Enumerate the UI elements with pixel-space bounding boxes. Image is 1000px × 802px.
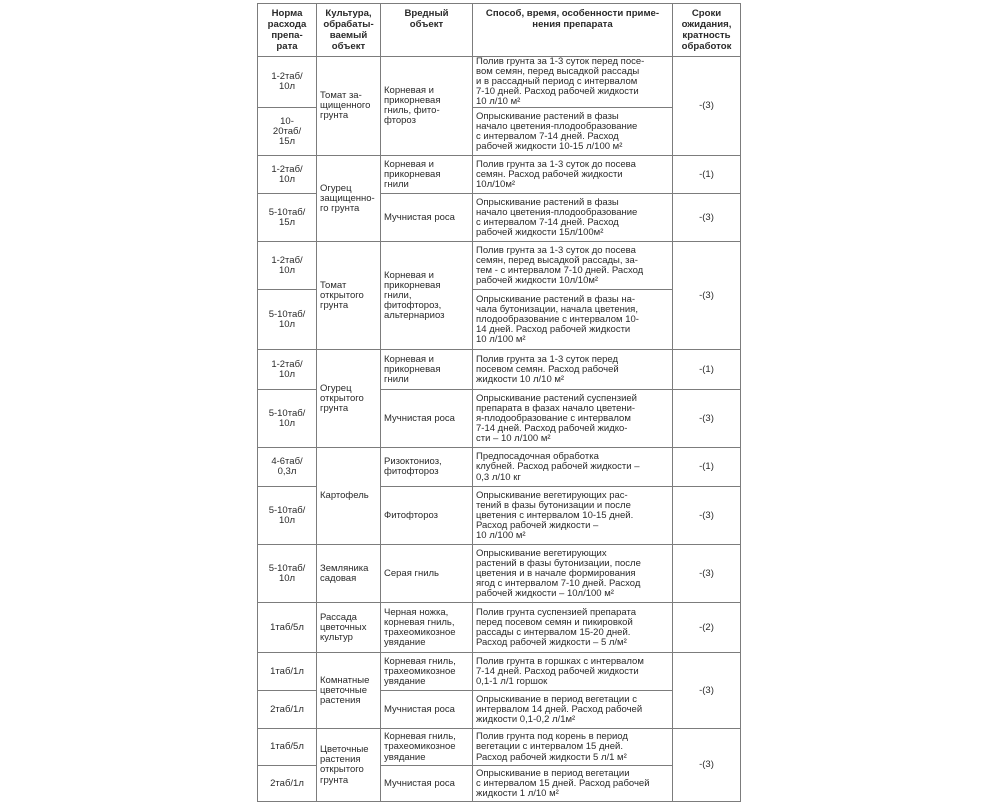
table-row — [258, 448, 741, 487]
term-cell: -(3) — [673, 653, 741, 729]
rate-cell: 1-2таб/ 10л — [258, 156, 317, 194]
method-cell: Опрыскивание растений в фазы начало цветения-плодообразование с интервалом 7-14 дней. Расход рабочей жидкости 15л/100м² — [473, 194, 673, 242]
rate-cell: 2таб/1л — [258, 691, 317, 729]
term-cell: -(1) — [673, 448, 741, 487]
method-cell: Опрыскивание растений суспензией препарата в фазах начало цветени- я-плодообразование с интервалом 7-14 дней. Расход рабочей жидко- сти – 10 л/100 м² — [473, 390, 673, 448]
rate-cell: 1-2таб/ 10л — [258, 242, 317, 290]
pest-cell: Корневая и прикорневая гнили, фитофтороз, альтернариоз — [381, 242, 473, 350]
pest-cell: Ризоктониоз, фитофтороз — [381, 448, 473, 487]
method-cell: Опрыскивание растений в фазы на- чала бутонизации, начала цветения, плодообразование с интервалом 10- 14 дней. Расход рабочей жидкости 10 л/100 м² — [473, 290, 673, 350]
header-crop: Культура, обрабаты- ваемый объект — [317, 4, 381, 57]
table-row — [258, 57, 741, 108]
crop-cell: Огурец защищенно- го грунта — [317, 156, 381, 242]
method-cell: Опрыскивание в период вегетации с интервалом 14 дней. Расход рабочей жидкости 0,1-0,2 л/1м² — [473, 691, 673, 729]
table-row — [258, 545, 741, 603]
term-cell: -(1) — [673, 156, 741, 194]
method-cell: Опрыскивание вегетирующих рас- тений в фазы бутонизации и после цветения с интервалом 10-15 дней. Расход рабочей жидкости – 10 л/100 м² — [473, 487, 673, 545]
pest-cell: Мучнистая роса — [381, 766, 473, 802]
rate-cell: 10- 20таб/ 15л — [258, 108, 317, 156]
rate-cell: 2таб/1л — [258, 766, 317, 802]
header-rate: Норма расхода препа- рата — [258, 4, 317, 57]
term-cell: -(3) — [673, 729, 741, 802]
pest-cell: Черная ножка, корневая гниль, трахеомикозное увядание — [381, 603, 473, 653]
method-cell: Полив грунта за 1-3 суток до посева семян, перед высадкой рассады, за- тем - с интервалом 7-10 дней. Расход рабочей жидкости 10л/10м² — [473, 242, 673, 290]
crop-cell: Картофель — [317, 448, 381, 545]
rate-cell: 5-10таб/ 15л — [258, 194, 317, 242]
term-cell: -(3) — [673, 242, 741, 350]
term-cell: -(3) — [673, 57, 741, 156]
method-cell: Полив грунта за 1-3 суток перед посе- вом семян, перед высадкой рассады и в рассадный период с интервалом 7-10 дней. Расход рабочей жидкости 10 л/10 м² — [473, 57, 673, 108]
crop-cell: Томат за- щищенного грунта — [317, 57, 381, 156]
method-cell: Предпосадочная обработка клубней. Расход рабочей жидкости – 0,3 л/10 кг — [473, 448, 673, 487]
term-cell: -(2) — [673, 603, 741, 653]
method-cell: Полив грунта за 1-3 суток до посева семян. Расход рабочей жидкости 10л/10м² — [473, 156, 673, 194]
method-cell: Полив грунта за 1-3 суток перед посевом семян. Расход рабочей жидкости 10 л/10 м² — [473, 350, 673, 390]
rate-cell: 1таб/5л — [258, 729, 317, 766]
method-cell: Полив грунта под корень в период вегетации с интервалом 15 дней. Расход рабочей жидкости 5 л/1 м² — [473, 729, 673, 766]
term-cell: -(3) — [673, 545, 741, 603]
pest-cell: Мучнистая роса — [381, 390, 473, 448]
pest-cell: Мучнистая роса — [381, 691, 473, 729]
rate-cell: 1таб/5л — [258, 603, 317, 653]
term-cell: -(3) — [673, 487, 741, 545]
method-cell: Полив грунта в горшках с интервалом 7-14 дней. Расход рабочей жидкости 0,1-1 л/1 горшок — [473, 653, 673, 691]
pest-cell: Мучнистая роса — [381, 194, 473, 242]
header-pest: Вредный объект — [381, 4, 473, 57]
term-cell: -(1) — [673, 350, 741, 390]
table-row — [258, 156, 741, 194]
rate-cell: 1таб/1л — [258, 653, 317, 691]
rate-cell: 1-2таб/ 10л — [258, 57, 317, 108]
term-cell: -(3) — [673, 390, 741, 448]
table-row — [258, 242, 741, 290]
crop-cell: Томат открытого грунта — [317, 242, 381, 350]
rate-cell: 4-6таб/ 0,3л — [258, 448, 317, 487]
pest-cell: Корневая и прикорневая гнили — [381, 156, 473, 194]
method-cell: Полив грунта суспензией препарата перед посевом семян и пикировкой рассады с интервалом 15-20 дней. Расход рабочей жидкости – 5 л/м² — [473, 603, 673, 653]
table-row — [258, 350, 741, 390]
table-row — [258, 603, 741, 653]
pest-cell: Корневая и прикорневая гнили — [381, 350, 473, 390]
method-cell: Опрыскивание растений в фазы начало цветения-плодообразование с интервалом 7-14 дней. Расход рабочей жидкости 10-15 л/100 м² — [473, 108, 673, 156]
pest-cell: Корневая и прикорневая гниль, фито- фтороз — [381, 57, 473, 156]
crop-cell: Цветочные растения открытого грунта — [317, 729, 381, 802]
fungicide-application-table — [257, 3, 741, 802]
table-header-row — [258, 4, 741, 57]
header-term: Сроки ожидания, кратность обработок — [673, 4, 741, 57]
rate-cell: 5-10таб/ 10л — [258, 487, 317, 545]
rate-cell: 5-10таб/ 10л — [258, 545, 317, 603]
pest-cell: Фитофтороз — [381, 487, 473, 545]
table-row — [258, 729, 741, 766]
header-method: Способ, время, особенности приме- нения препарата — [473, 4, 673, 57]
method-cell: Опрыскивание в период вегетации с интервалом 15 дней. Расход рабочей жидкости 1 л/10 м² — [473, 766, 673, 802]
rate-cell: 5-10таб/ 10л — [258, 290, 317, 350]
crop-cell: Огурец открытого грунта — [317, 350, 381, 448]
crop-cell: Рассада цветочных культур — [317, 603, 381, 653]
crop-cell: Земляника садовая — [317, 545, 381, 603]
pest-cell: Серая гниль — [381, 545, 473, 603]
term-cell: -(3) — [673, 194, 741, 242]
table-row — [258, 653, 741, 691]
pest-cell: Корневая гниль, трахеомикозное увядание — [381, 653, 473, 691]
crop-cell: Комнатные цветочные растения — [317, 653, 381, 729]
method-cell: Опрыскивание вегетирующих растений в фазы бутонизации, после цветения и в начале формирования ягод с интервалом 7-10 дней. Расход рабочей жидкости – 10л/100 м² — [473, 545, 673, 603]
rate-cell: 1-2таб/ 10л — [258, 350, 317, 390]
pest-cell: Корневая гниль, трахеомикозное увядание — [381, 729, 473, 766]
rate-cell: 5-10таб/ 10л — [258, 390, 317, 448]
